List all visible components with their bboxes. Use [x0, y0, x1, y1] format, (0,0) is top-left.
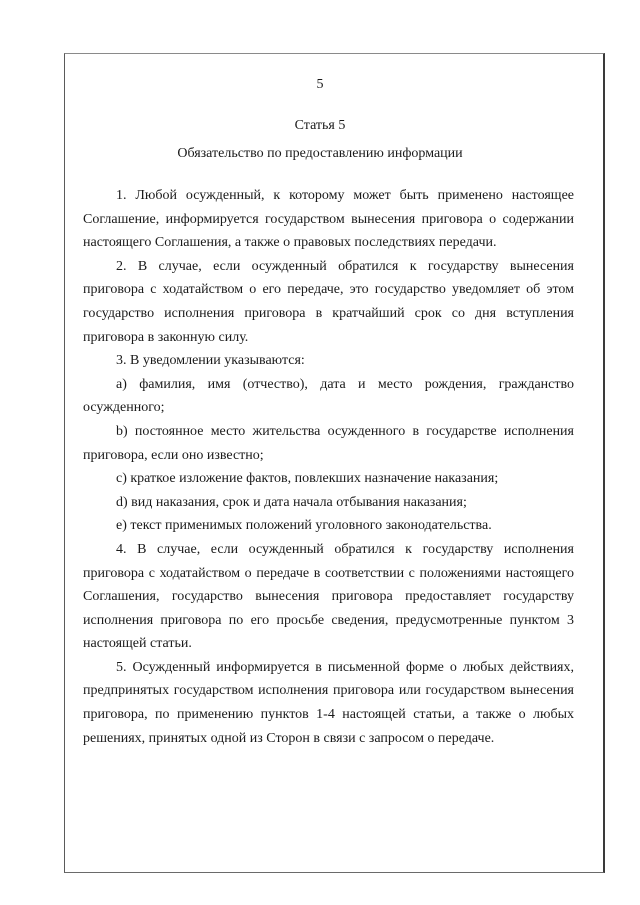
list-item-a: a) фамилия, имя (отчество), дата и место рождения, гражданство осужденного;	[83, 376, 574, 416]
list-item-c: c) краткое изложение фактов, повлекших назначение наказания;	[116, 471, 499, 487]
list-item-d: d) вид наказания, срок и дата начала отбывания наказания;	[116, 494, 467, 510]
paragraph-5: 5. Осужденный информируется в письменной форме о любых действиях, предпринятых государством исполнения приговора или государством вынесения приговора, по применению пунктов 1-4 настоящей статьи, а также о любых решениях, принятых одной из Сторон в связи с запросом о передаче.	[83, 659, 574, 746]
list-item-b: b) постоянное место жительства осужденного в государстве исполнения приговора, если оно известно;	[83, 423, 574, 463]
article-title: Статья 5	[294, 118, 346, 133]
article-body	[83, 184, 574, 750]
paragraph-3: 3. В уведомлении указываются:	[116, 353, 305, 369]
page-number: 5	[316, 77, 324, 92]
paragraph-2: 2. В случае, если осужденный обратился к государству вынесения приговора с ходатайством о его передаче, это государство уведомляет об этом государство исполнения приговора в кратчайший срок со дня вступления приговора в законную силу.	[83, 258, 574, 345]
article-subtitle: Обязательство по предоставлению информации	[177, 146, 463, 161]
paragraph-1: 1. Любой осужденный, к которому может быть применено настоящее Соглашение, информируется государством вынесения приговора о содержании настоящего Соглашения, а также о правовых последствиях передачи.	[83, 188, 574, 251]
list-item-e: e) текст применимых положений уголовного законодательства.	[116, 518, 492, 534]
paragraph-4: 4. В случае, если осужденный обратился к государству исполнения приговора с ходатайством о передаче в соответствии с положениями настоящего Соглашения, государство вынесения приговора предоставляет государству исполнения приговора по его просьбе сведения, предусмотренные пунктом 3 настоящей статьи.	[83, 541, 574, 652]
